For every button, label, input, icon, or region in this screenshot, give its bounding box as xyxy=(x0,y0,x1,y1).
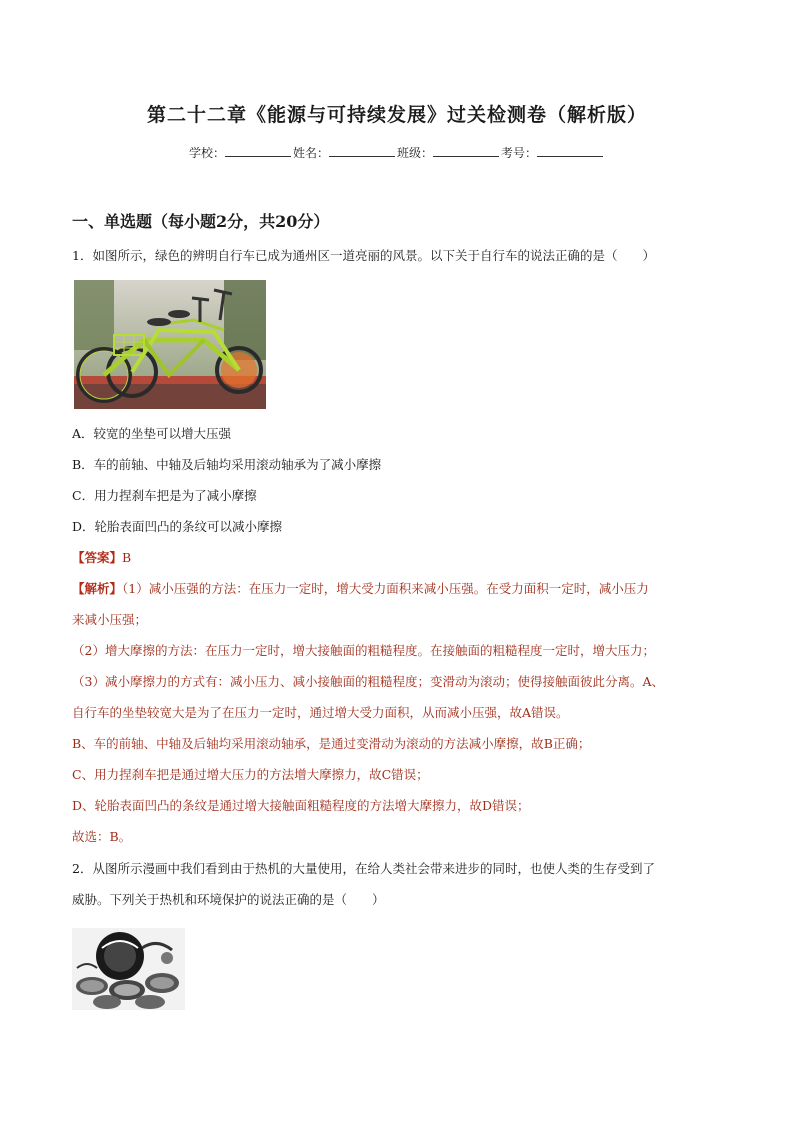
bicycle-photo xyxy=(74,280,266,409)
q1-option-d: D．轮胎表面凹凸的条纹可以减小摩擦 xyxy=(72,519,283,534)
class-label: 班级： xyxy=(397,146,434,160)
q1-analysis-line-2: 来减小压强； xyxy=(72,612,148,627)
answer-value: B xyxy=(122,550,132,565)
q1-analysis-line-4: （3）减小摩擦力的方式有：减小压力、减小接触面的粗糙程度；变滑动为滚动；使得接触面彼此分离。A、 xyxy=(72,674,664,689)
class-blank[interactable] xyxy=(433,145,499,157)
section-heading: 一、单选题（每小题2分，共20分） xyxy=(72,212,330,231)
q1-conclusion: 故选：B。 xyxy=(72,829,132,844)
q1-option-a: A．较宽的坐垫可以增大压强 xyxy=(72,426,232,441)
analysis-text-1: （1）减小压强的方法：在压力一定时，增大受力面积来减小压强。在受力面积一定时，减小压力 xyxy=(122,581,649,596)
q2-stem-line-1: 2．从图所示漫画中我们看到由于热机的大量使用，在给人类社会带来进步的同时，也使人类的生存受到了 xyxy=(72,861,655,876)
name-label: 姓名： xyxy=(292,146,329,160)
q1-stem: 1．如图所示，绿色的辨明自行车已成为通州区一道亮丽的风景。以下关于自行车的说法正确的是（ ） xyxy=(72,248,655,263)
q1-analysis-line-7: C、用力捏刹车把是通过增大压力的方法增大摩擦力，故C错误； xyxy=(72,767,429,782)
q1-analysis-line-5: 自行车的坐垫较宽大是为了在压力一定时，通过增大受力面积，从而减小压强，故A错误。 xyxy=(72,705,569,720)
name-blank[interactable] xyxy=(329,145,395,157)
pollution-cartoon xyxy=(72,928,185,1010)
q1-analysis-line-3: （2）增大摩擦的方法：在压力一定时，增大接触面的粗糙程度。在接触面的粗糙程度一定时，增大压力； xyxy=(72,643,655,658)
q1-option-c: C．用力捏刹车把是为了减小摩擦 xyxy=(72,488,257,503)
q1-option-b: B．车的前轴、中轴及后轴均采用滚动轴承为了减小摩擦 xyxy=(72,457,382,472)
q2-stem-line-2: 威胁。下列关于热机和环境保护的说法正确的是（ ） xyxy=(72,892,385,907)
school-blank[interactable] xyxy=(225,145,291,157)
q1-analysis-line-6: B、车的前轴、中轴及后轴均采用滚动轴承，是通过变滑动为滚动的方法减小摩擦，故B正确； xyxy=(72,736,591,751)
number-label: 考号： xyxy=(501,146,538,160)
student-info-line xyxy=(0,144,794,162)
bicycle-illustration xyxy=(74,280,266,409)
page-title: 第二十二章《能源与可持续发展》过关检测卷（解析版） xyxy=(146,104,647,126)
number-blank[interactable] xyxy=(537,145,603,157)
q1-analysis-line-1 xyxy=(72,580,732,598)
school-label: 学校： xyxy=(188,146,225,160)
q1-answer xyxy=(72,549,732,567)
answer-label: 【答案】 xyxy=(72,550,123,565)
cartoon-illustration xyxy=(72,928,185,1010)
q1-analysis-line-8: D、轮胎表面凹凸的条纹是通过增大接触面粗糙程度的方法增大摩擦力，故D错误； xyxy=(72,798,530,813)
analysis-label: 【解析】 xyxy=(72,581,123,596)
